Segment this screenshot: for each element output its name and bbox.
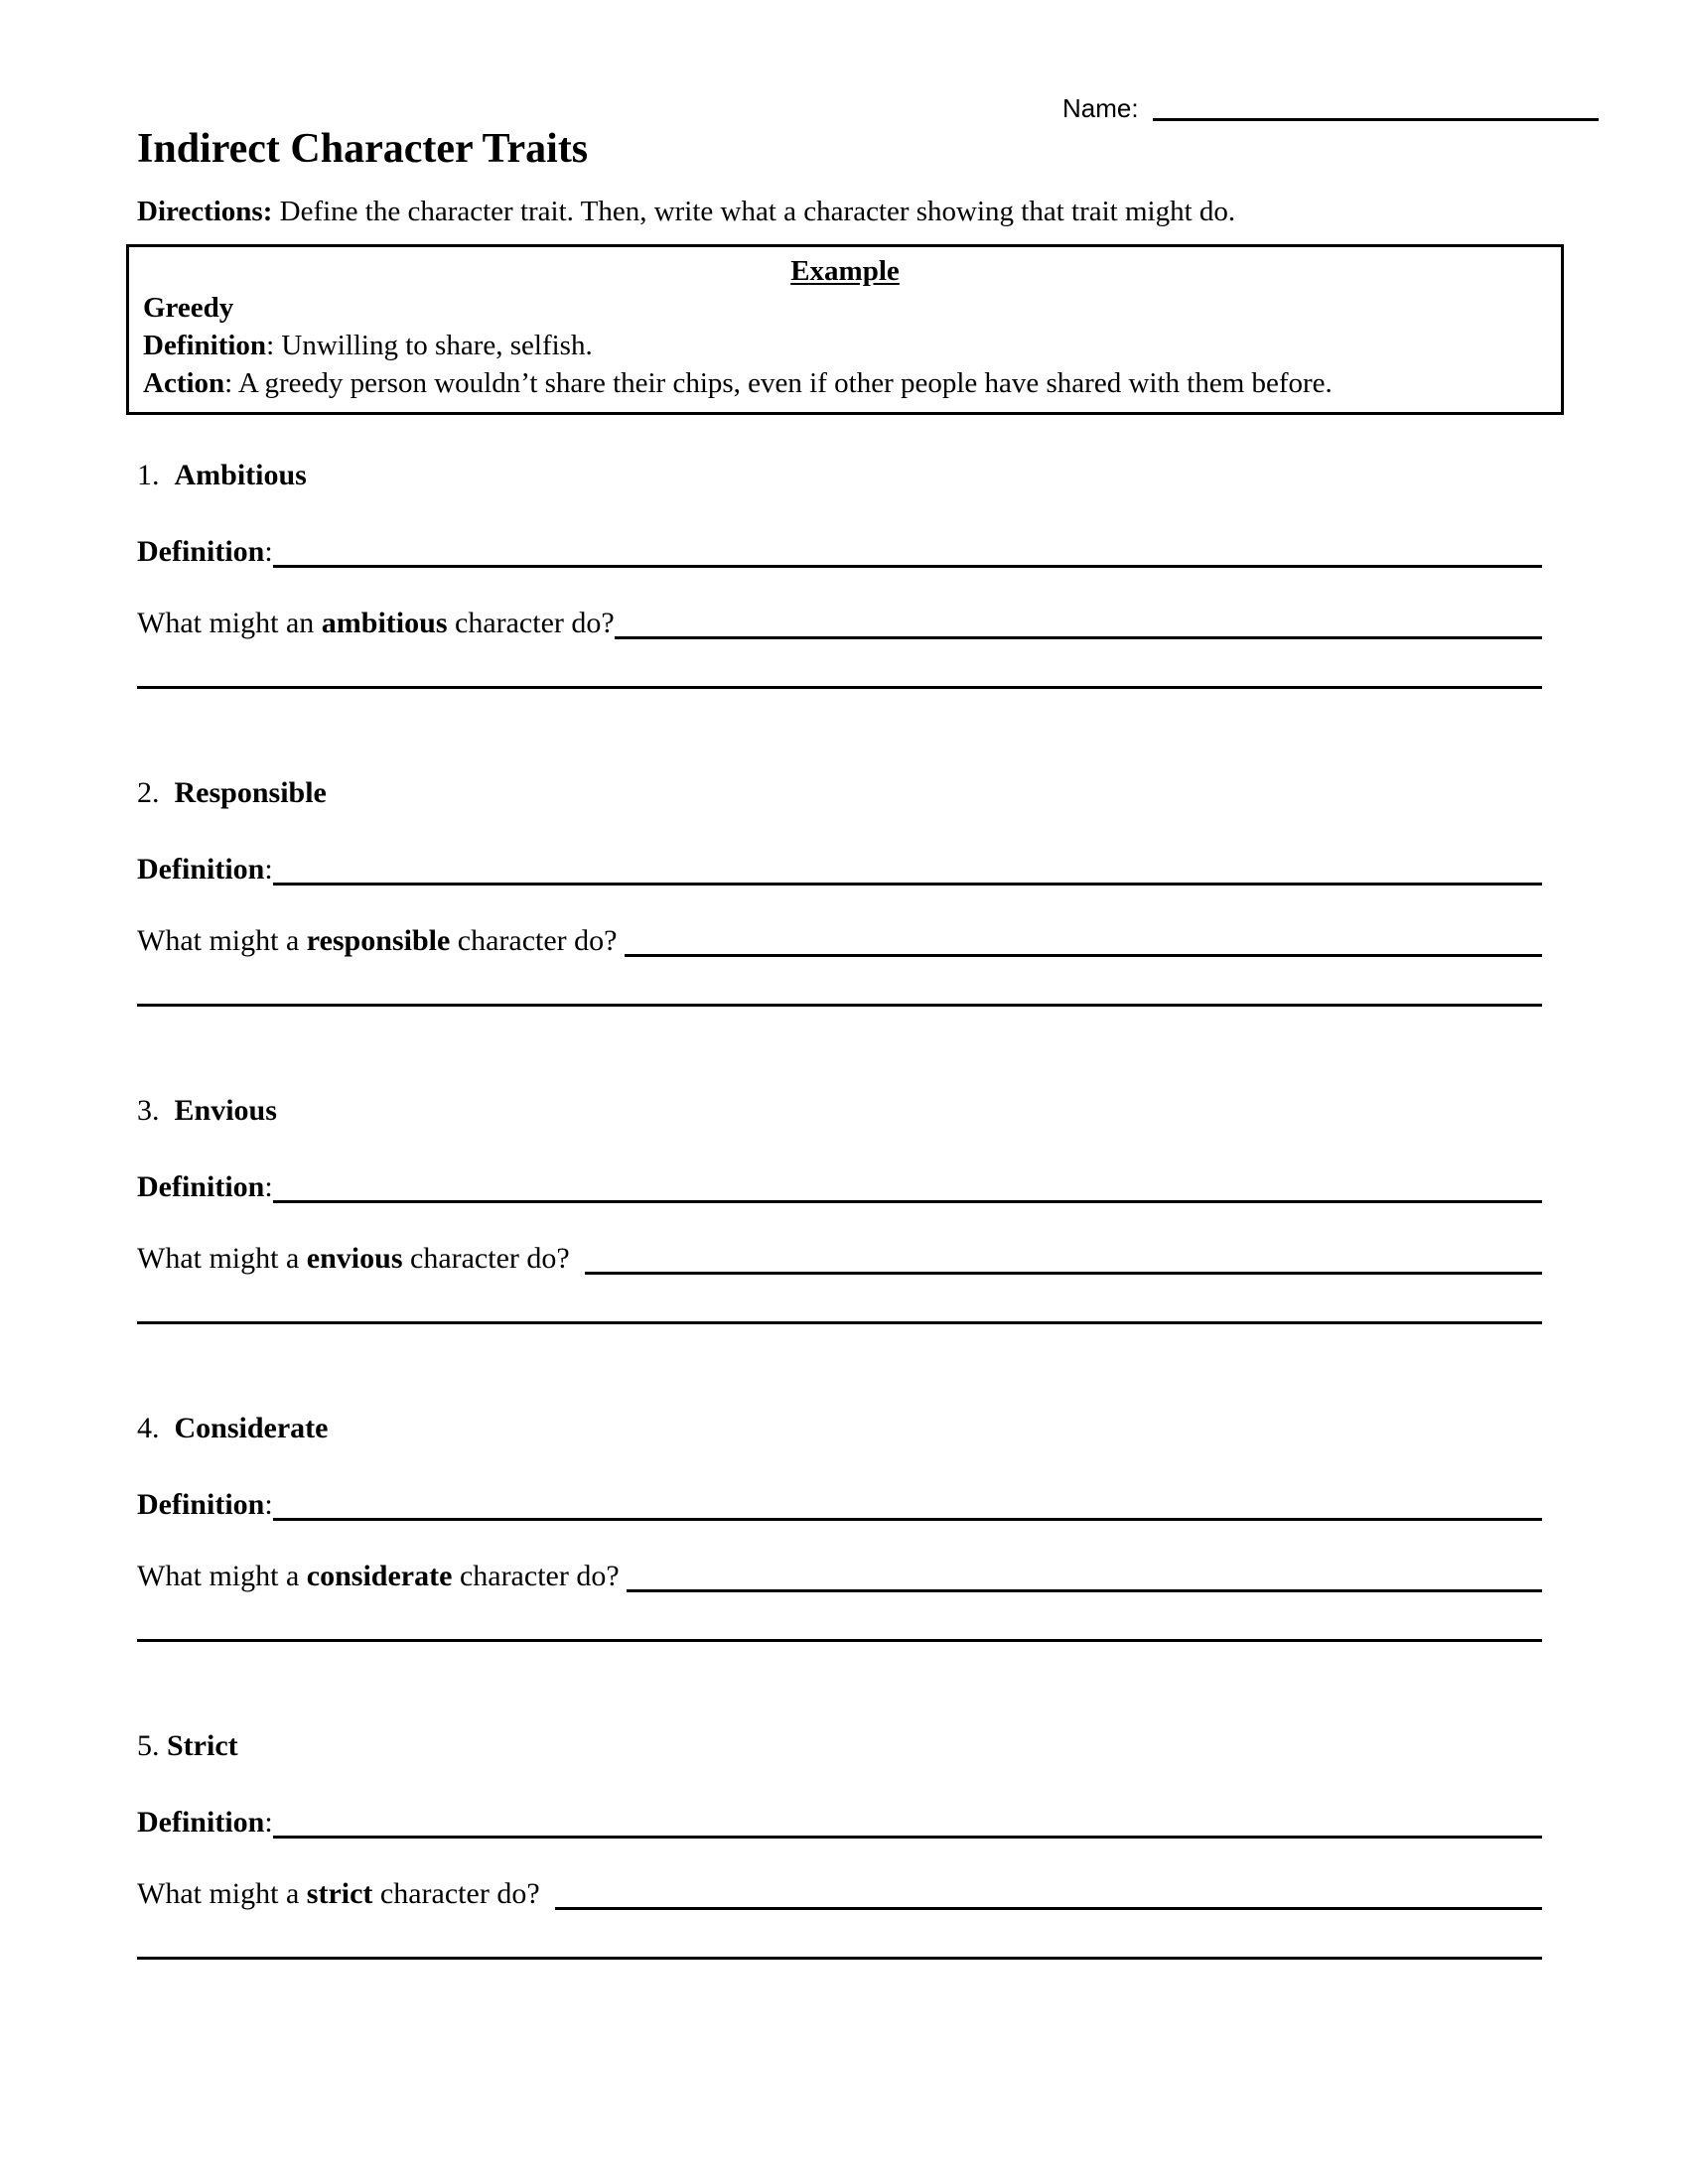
question-item-3 (137, 1094, 1542, 1324)
example-definition-text: Unwilling to share, selfish. (281, 330, 593, 361)
definition-row-5 (137, 1807, 1542, 1839)
item-trait-4: Considerate (174, 1412, 329, 1444)
example-box (126, 244, 1564, 415)
question-trait-2: responsible (306, 924, 451, 957)
question-text-2 (137, 925, 625, 957)
definition-answer-rule-3[interactable] (273, 1174, 1542, 1203)
question-trait-1: ambitious (321, 607, 448, 639)
question-item-5 (137, 1729, 1542, 1960)
question-answer-rule-3[interactable] (585, 1246, 1542, 1275)
definition-label-text-5: Definition (137, 1806, 265, 1839)
directions-text: Define the character trait. Then, write what a character showing that trait might do. (272, 196, 1236, 227)
example-trait-line (143, 289, 1547, 327)
question-prefix-3: What might a (137, 1242, 307, 1275)
question-suffix-5: character do? (372, 1877, 555, 1910)
question-answer-rule-2b[interactable] (137, 1001, 1542, 1007)
example-trait: Greedy (143, 292, 234, 324)
definition-label-2 (137, 854, 273, 886)
item-number-2: 2. (137, 776, 160, 809)
question-trait-4: considerate (306, 1560, 453, 1592)
definition-colon-4: : (264, 1488, 273, 1521)
question-item-4 (137, 1412, 1542, 1642)
item-number-3: 3. (137, 1094, 160, 1127)
item-trait-2: Responsible (174, 776, 327, 809)
definition-colon-2: : (264, 853, 273, 886)
item-number-1: 1. (137, 459, 160, 491)
definition-answer-rule-4[interactable] (273, 1492, 1542, 1521)
question-answer-rule-5[interactable] (555, 1881, 1542, 1910)
definition-answer-rule-2[interactable] (273, 857, 1542, 886)
definition-label-3 (137, 1171, 273, 1203)
question-row-3 (137, 1243, 1542, 1275)
question-text-1 (137, 608, 615, 639)
question-trait-3: envious (306, 1242, 403, 1275)
definition-label-text-1: Definition (137, 535, 265, 568)
definition-row-4 (137, 1489, 1542, 1521)
item-number-4: 4. (137, 1412, 160, 1444)
item-heading-4 (137, 1412, 1542, 1445)
question-answer-rule-2[interactable] (625, 928, 1542, 957)
question-prefix-1: What might an (137, 607, 322, 639)
question-prefix-2: What might a (137, 924, 307, 957)
question-answer-rule-3b[interactable] (137, 1318, 1542, 1324)
directions (137, 195, 1559, 228)
question-row-4 (137, 1561, 1542, 1592)
definition-colon-3: : (264, 1170, 273, 1203)
item-heading-2 (137, 776, 1542, 810)
question-item-1 (137, 459, 1542, 689)
definition-answer-rule-5[interactable] (273, 1810, 1542, 1839)
definition-label-4 (137, 1489, 273, 1521)
example-definition-line (143, 327, 1547, 364)
question-prefix-4: What might a (137, 1560, 307, 1592)
question-text-3 (137, 1243, 585, 1275)
directions-label: Directions: (137, 196, 273, 227)
example-action-label: Action (143, 367, 225, 399)
question-suffix-4: character do? (452, 1560, 628, 1592)
question-item-2 (137, 776, 1542, 1007)
question-row-5 (137, 1878, 1542, 1910)
question-trait-5: strict (306, 1877, 373, 1910)
name-input-rule[interactable] (1153, 96, 1599, 121)
item-number-5: 5. (137, 1729, 160, 1762)
question-answer-rule-1[interactable] (615, 611, 1542, 639)
question-answer-rule-5b[interactable] (137, 1954, 1542, 1960)
question-suffix-2: character do? (450, 924, 625, 957)
name-field-row (1062, 95, 1599, 121)
definition-row-3 (137, 1171, 1542, 1203)
definition-row-2 (137, 854, 1542, 886)
question-prefix-5: What might a (137, 1877, 307, 1910)
example-action-text: A greedy person wouldn’t share their chips, even if other people have shared with them before. (237, 367, 1333, 399)
page-title: Indirect Character Traits (137, 126, 589, 172)
definition-answer-rule-1[interactable] (273, 539, 1542, 568)
example-definition-label: Definition (143, 330, 267, 361)
item-heading-5 (137, 1729, 1542, 1763)
definition-row-1 (137, 536, 1542, 568)
item-trait-5: Strict (167, 1729, 238, 1762)
example-heading: Example (790, 255, 900, 287)
item-heading-3 (137, 1094, 1542, 1128)
definition-label-1 (137, 536, 273, 568)
item-trait-3: Envious (174, 1094, 277, 1127)
definition-colon-5: : (264, 1806, 273, 1839)
example-action-colon: : (224, 367, 238, 399)
question-suffix-1: character do? (447, 607, 615, 639)
definition-label-text-4: Definition (137, 1488, 265, 1521)
item-heading-1 (137, 459, 1542, 492)
question-row-2 (137, 925, 1542, 957)
question-text-4 (137, 1561, 627, 1592)
example-definition-colon: : (266, 330, 282, 361)
question-row-1 (137, 608, 1542, 639)
definition-label-5 (137, 1807, 273, 1839)
name-label: Name: (1062, 93, 1139, 123)
question-answer-rule-4b[interactable] (137, 1636, 1542, 1642)
definition-label-text-3: Definition (137, 1170, 265, 1203)
definition-label-text-2: Definition (137, 853, 265, 886)
question-answer-rule-1b[interactable] (137, 683, 1542, 689)
question-answer-rule-4[interactable] (627, 1564, 1542, 1592)
definition-colon-1: : (264, 535, 273, 568)
item-trait-1: Ambitious (174, 459, 307, 491)
question-suffix-3: character do? (402, 1242, 585, 1275)
question-text-5 (137, 1878, 555, 1910)
example-action-line (143, 364, 1547, 402)
